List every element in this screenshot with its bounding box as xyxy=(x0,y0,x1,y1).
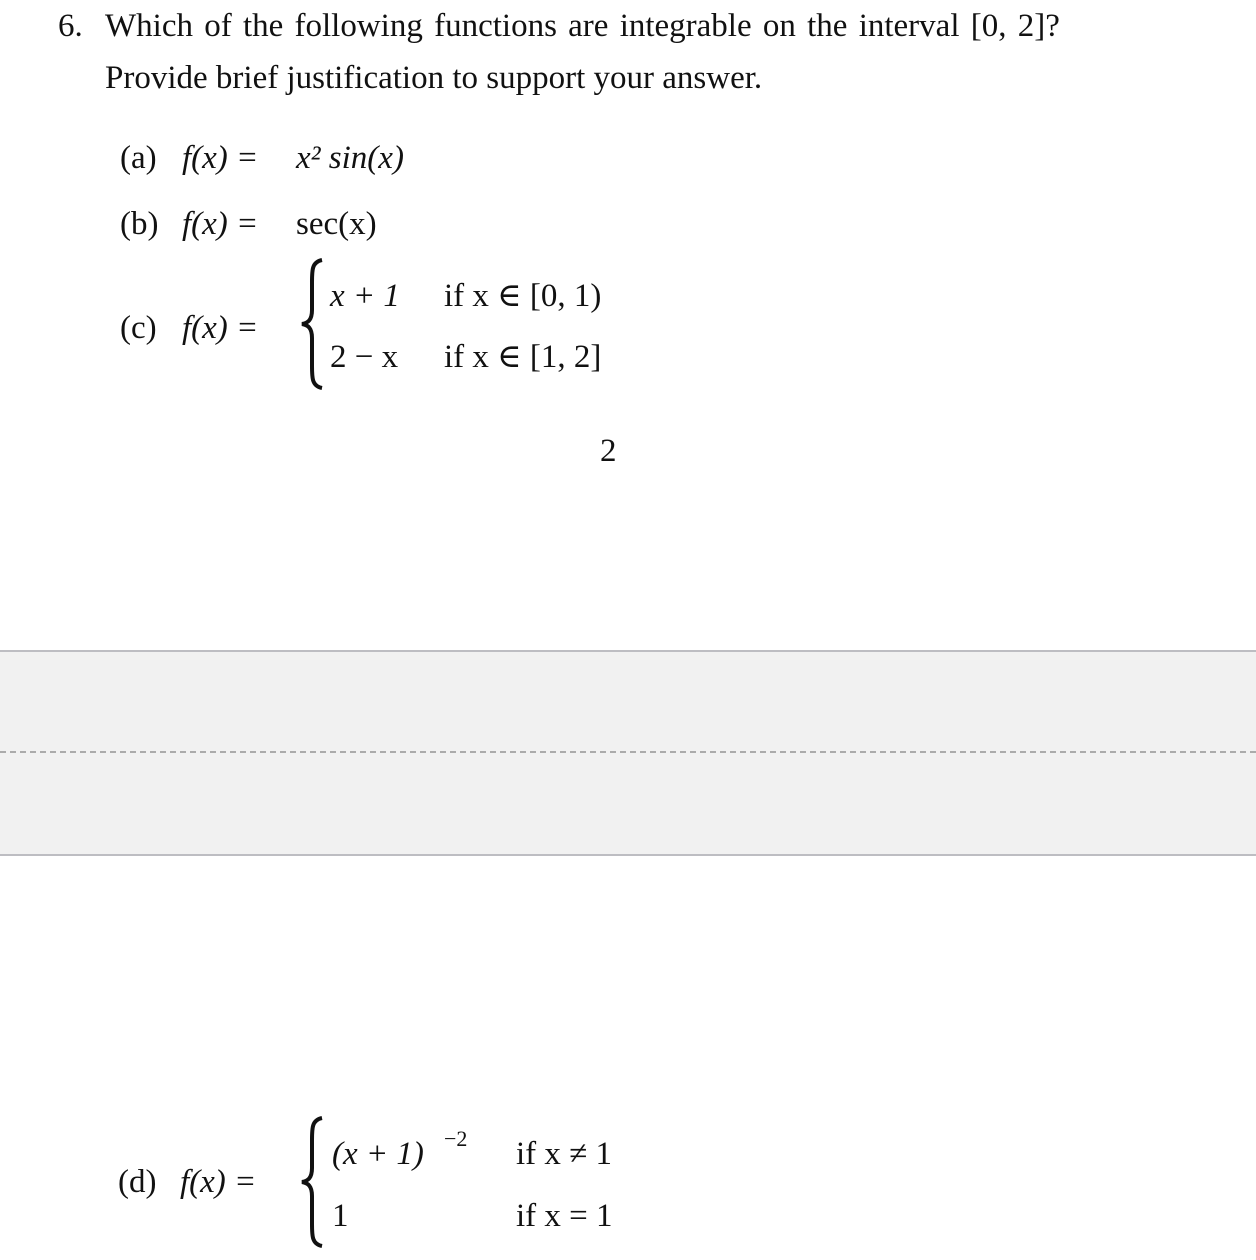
left-brace xyxy=(300,258,324,390)
case-cond: if x ∈ [0, 1) xyxy=(444,278,602,314)
page-break-band xyxy=(0,650,1256,856)
question-number: 6. xyxy=(58,8,83,44)
case-cond: if x ≠ 1 xyxy=(516,1136,613,1172)
part-d-label: (d) xyxy=(118,1164,157,1200)
case-expr: 2 − x xyxy=(330,339,399,375)
part-c-lhs: f(x) = xyxy=(182,310,259,346)
page-break-line xyxy=(0,751,1256,753)
case-cond: if x ∈ [1, 2] xyxy=(444,339,602,375)
case-expr: 1 xyxy=(332,1198,349,1234)
left-brace xyxy=(300,1116,324,1248)
part-d-lhs: f(x) = xyxy=(180,1164,257,1200)
case-cond: if x = 1 xyxy=(516,1198,613,1234)
question-text-line1: Which of the following functions are integrable on the interval [0, 2]? xyxy=(105,8,1060,44)
page-number: 2 xyxy=(600,433,617,469)
part-b-label: (b) xyxy=(120,206,159,242)
part-b-rhs: sec(x) xyxy=(296,206,377,242)
part-a-rhs: x² sin(x) xyxy=(296,140,404,176)
part-a-label: (a) xyxy=(120,140,157,176)
question-text-line2: Provide brief justification to support your answer. xyxy=(105,60,763,96)
part-b-lhs: f(x) = xyxy=(182,206,259,242)
case-exponent: −2 xyxy=(444,1126,468,1151)
case-expr: x + 1 xyxy=(330,278,400,314)
part-c-label: (c) xyxy=(120,310,157,346)
part-a-lhs: f(x) = xyxy=(182,140,259,176)
case-expr: (x + 1) xyxy=(332,1136,424,1172)
